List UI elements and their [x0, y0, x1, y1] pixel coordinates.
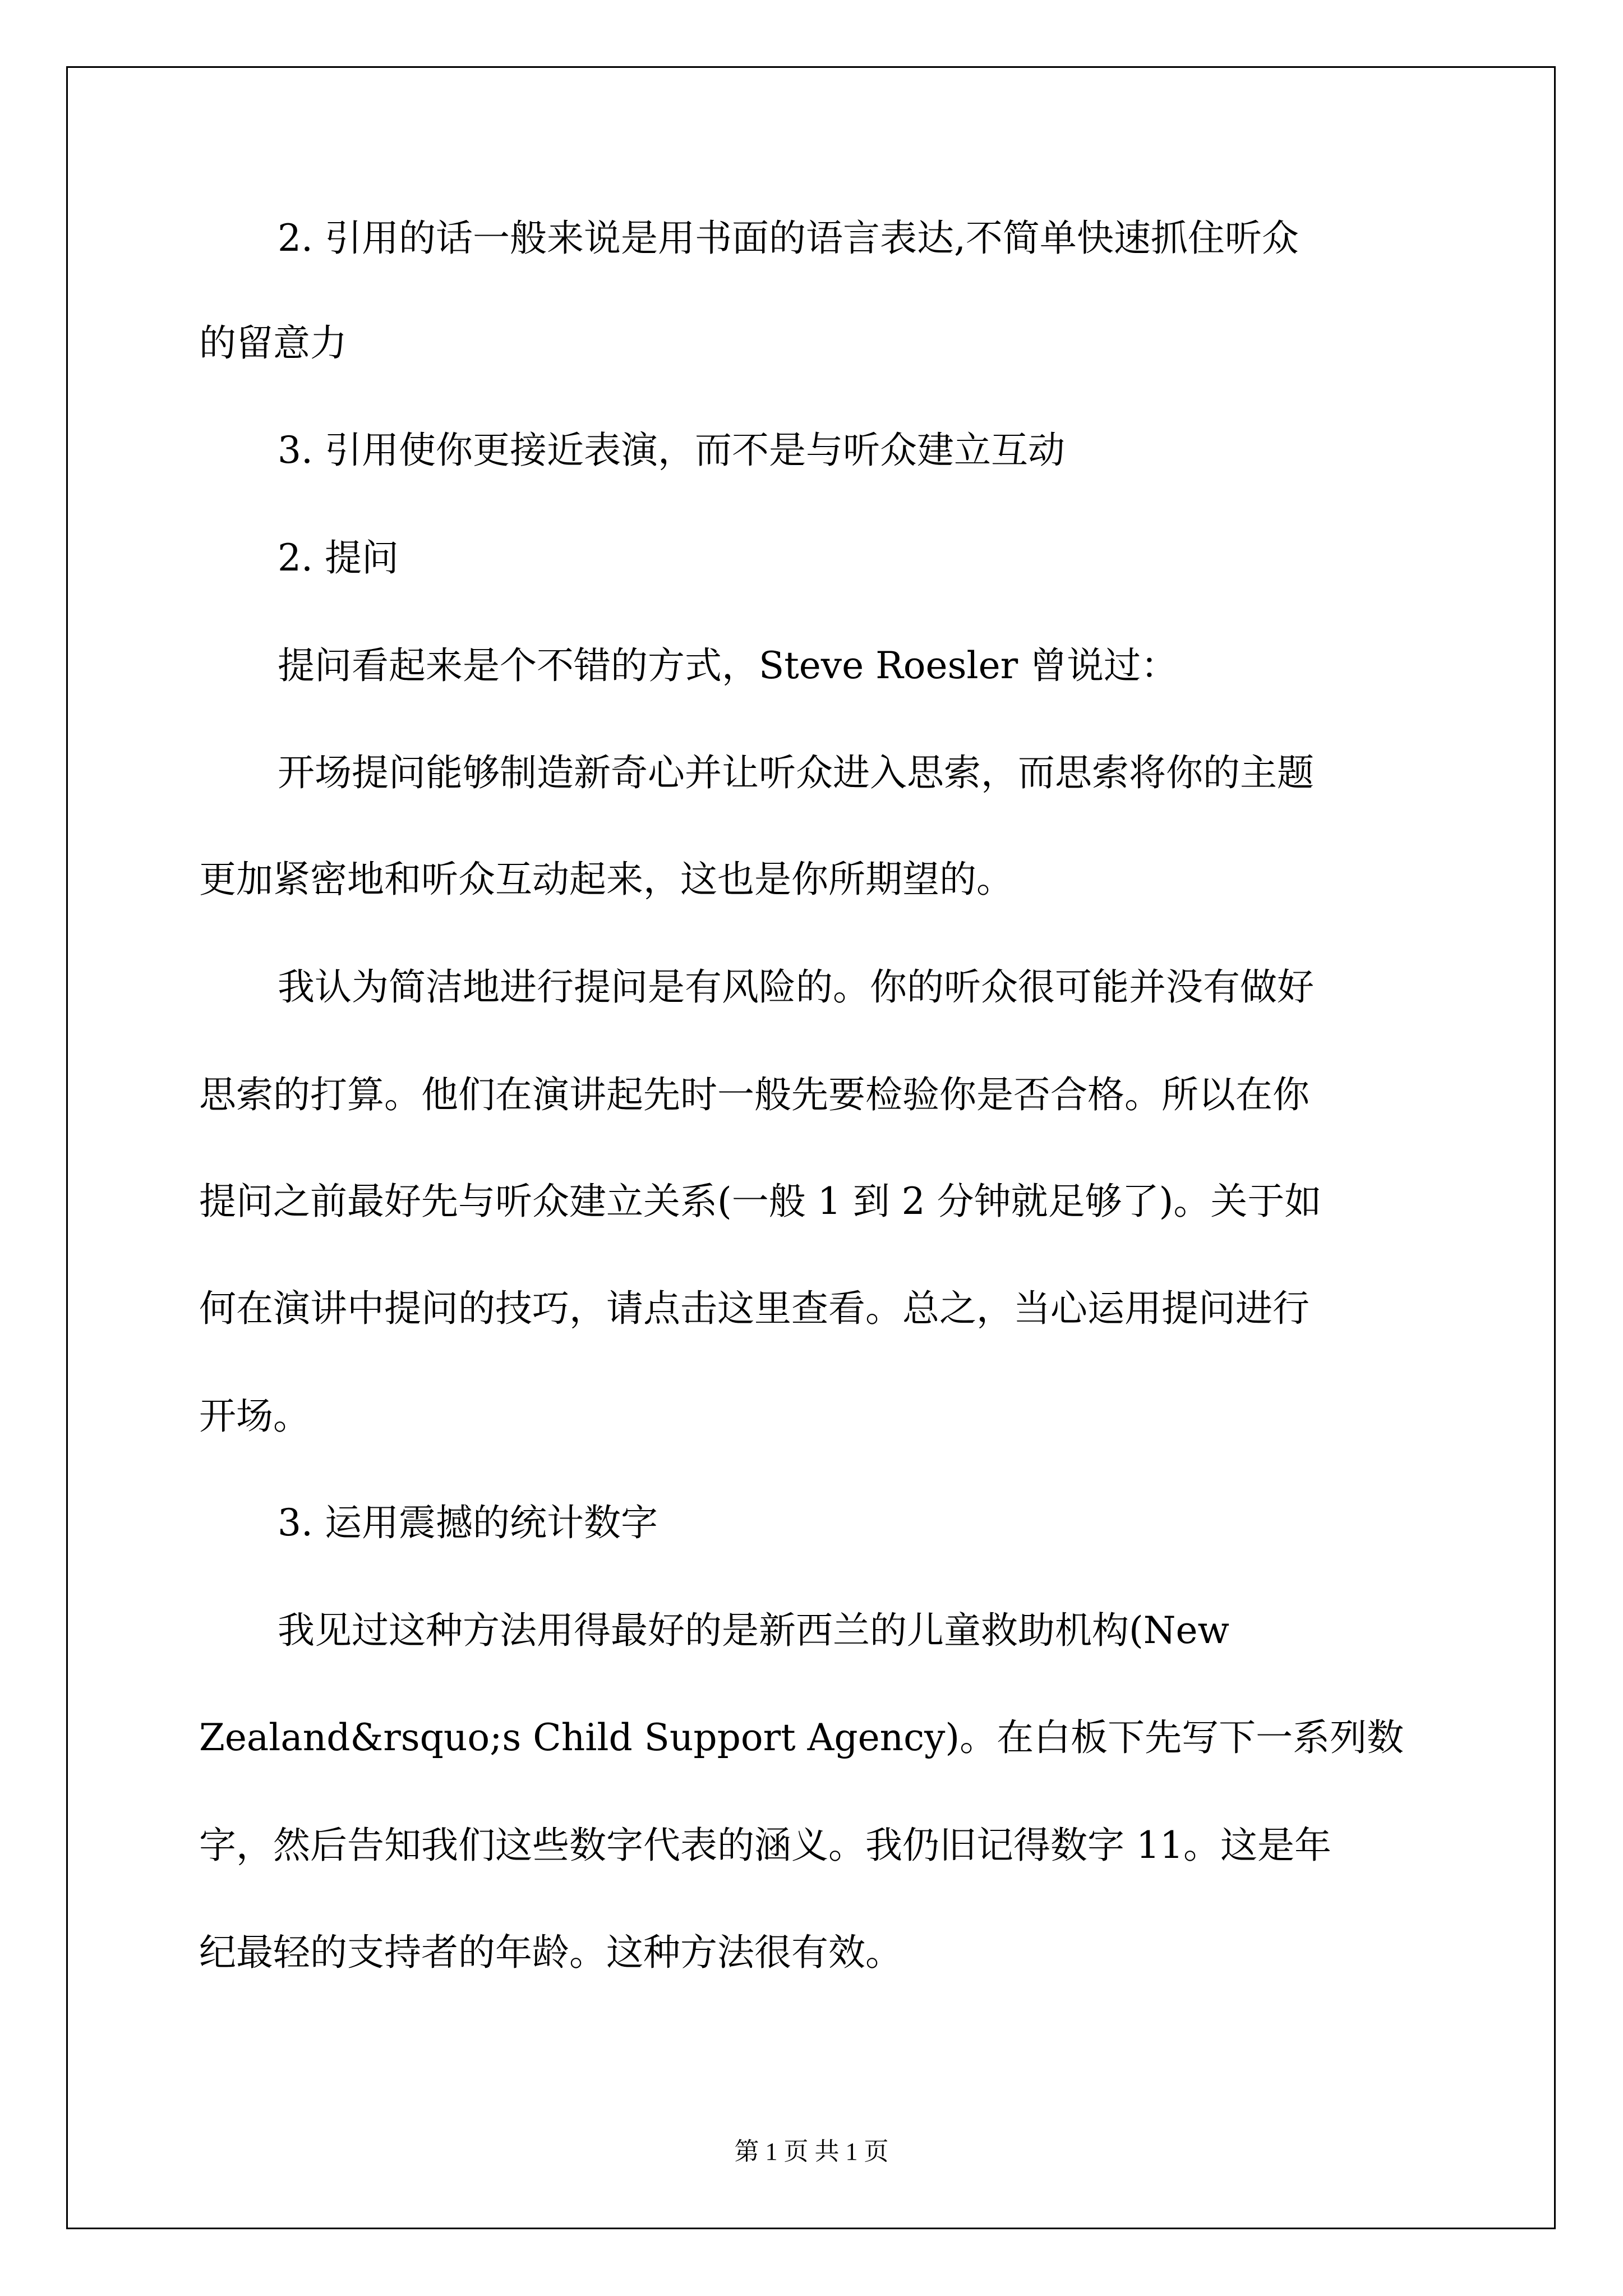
text-line: Zealand&rsquo;s Child Support Agency)。在白板下先写下一系列数 — [199, 1716, 1404, 1759]
page-number-footer: 第 1 页 共 1 页 — [734, 2138, 889, 2165]
text-line: 的留意力 — [199, 321, 347, 365]
text-line: 3. 引用使你更接近表演，而不是与听众建立互动 — [278, 429, 1065, 472]
text-line: 纪最轻的支持者的年龄。这种方法很有效。 — [199, 1931, 902, 1974]
text-line: 3. 运用震撼的统计数字 — [278, 1501, 658, 1544]
text-line: 2. 引用的话一般来说是用书面的语言表达,不简单快速抓住听众 — [278, 217, 1299, 260]
text-line: 提问之前最好先与听众建立关系(一般 1 到 2 分钟就足够了)。关于如 — [199, 1180, 1322, 1223]
text-line: 何在演讲中提问的技巧，请点击这里查看。总之，当心运用提问进行 — [199, 1287, 1310, 1330]
text-line: 思索的打算。他们在演讲起先时一般先要检验你是否合格。所以在你 — [199, 1073, 1310, 1116]
text-line: 开场。 — [199, 1395, 310, 1438]
text-line: 开场提问能够制造新奇心并让听众进入思索，而思索将你的主题 — [278, 751, 1314, 794]
page-border — [66, 66, 1556, 2229]
text-line: 字，然后告知我们这些数字代表的涵义。我仍旧记得数字 11。这是年 — [199, 1824, 1331, 1867]
text-line: 更加紧密地和听众互动起来，这也是你所期望的。 — [199, 858, 1013, 901]
text-line: 2. 提问 — [278, 536, 399, 579]
text-line: 提问看起来是个不错的方式，Steve Roesler 曾说过： — [278, 644, 1178, 687]
text-line: 我认为简洁地进行提问是有风险的。你的听众很可能并没有做好 — [278, 965, 1314, 1009]
text-line: 我见过这种方法用得最好的是新西兰的儿童救助机构(New — [278, 1609, 1230, 1652]
